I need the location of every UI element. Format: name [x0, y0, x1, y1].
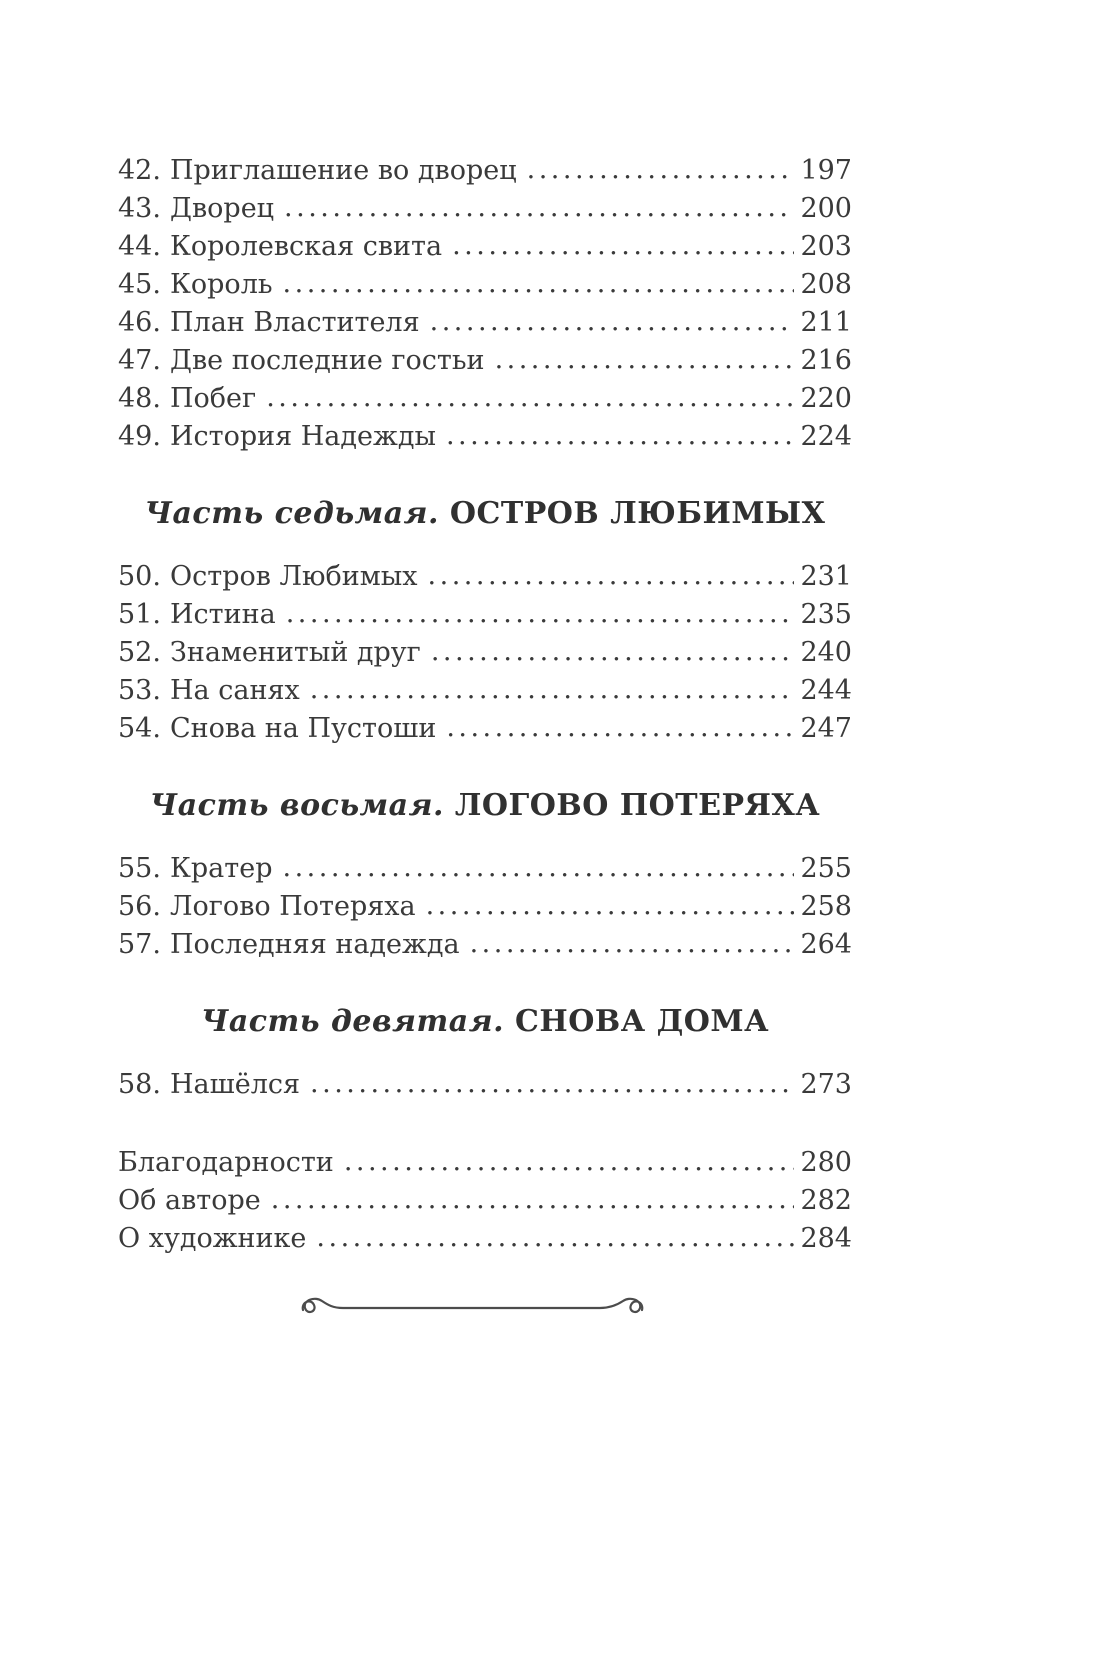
chapter-title: Остров Любимых: [170, 561, 418, 592]
page-number: 264: [800, 929, 852, 960]
toc-entry: [118, 888, 852, 926]
chapter-title: Благодарности: [118, 1147, 334, 1178]
chapter-number: 47.: [118, 345, 161, 376]
toc-entry: [118, 190, 852, 228]
page-number: 216: [800, 345, 852, 376]
page-number: 258: [800, 891, 852, 922]
page-number: 255: [800, 853, 852, 884]
page-number: 231: [800, 561, 852, 592]
chapter-number: 55.: [118, 853, 161, 884]
dot-leader: [428, 557, 795, 595]
chapter-title: На санях: [170, 675, 300, 706]
toc-entry: [118, 926, 852, 964]
chapter-number: 48.: [118, 383, 161, 414]
chapter-title: Истина: [170, 599, 276, 630]
toc-entry: [118, 228, 852, 266]
page-number: 282: [800, 1185, 852, 1216]
dot-leader: [446, 417, 795, 455]
chapter-title: Дворец: [170, 193, 275, 224]
toc-entry: [118, 342, 852, 380]
dot-leader: [310, 1065, 794, 1103]
part-title: СНОВА ДОМА: [515, 1004, 770, 1039]
chapter-title: Побег: [170, 383, 257, 414]
toc-entry: [118, 1066, 852, 1104]
chapter-title: История Надежды: [170, 421, 436, 452]
page-number: 208: [800, 269, 852, 300]
flourish-divider-icon: [295, 1288, 675, 1328]
chapter-number: 56.: [118, 891, 161, 922]
chapter-group: [118, 1066, 852, 1104]
part-title: ОСТРОВ ЛЮБИМЫХ: [449, 496, 826, 531]
dot-leader: [284, 189, 794, 227]
chapter-title: Король: [170, 269, 273, 300]
page-number: 240: [800, 637, 852, 668]
chapter-title: Последняя надежда: [170, 929, 460, 960]
dot-leader: [426, 887, 795, 925]
dot-leader: [286, 595, 795, 633]
chapter-number: 43.: [118, 193, 161, 224]
toc-entry: [118, 1144, 852, 1182]
chapter-number: 46.: [118, 307, 161, 338]
chapter-number: 52.: [118, 637, 161, 668]
chapter-number: 44.: [118, 231, 161, 262]
page-number: 273: [800, 1069, 852, 1100]
chapter-title: Приглашение во дворец: [170, 155, 517, 186]
flourish-squiggle: [118, 1288, 852, 1332]
page-number: 203: [800, 231, 852, 262]
toc-entry: [118, 558, 852, 596]
toc-entry: [118, 710, 852, 748]
toc-entry: [118, 418, 852, 456]
dot-leader: [316, 1219, 794, 1257]
page-number: 220: [800, 383, 852, 414]
chapter-number: 54.: [118, 713, 161, 744]
toc-entry: [118, 1182, 852, 1220]
toc-entry: [118, 380, 852, 418]
page-number: 284: [800, 1223, 852, 1254]
chapter-title: Кратер: [170, 853, 273, 884]
page-number: 197: [800, 155, 852, 186]
chapter-title: Знаменитый друг: [170, 637, 421, 668]
toc-entry: [118, 1220, 852, 1258]
chapter-title: Об авторе: [118, 1185, 261, 1216]
chapter-number: 58.: [118, 1069, 161, 1100]
part-heading: [118, 1002, 852, 1042]
page-number: 244: [800, 675, 852, 706]
dot-leader: [431, 633, 795, 671]
toc-entry: [118, 596, 852, 634]
toc-entry: [118, 304, 852, 342]
part-label: Часть восьмая.: [149, 788, 455, 823]
chapter-group: [118, 850, 852, 964]
toc-content: [118, 152, 852, 1332]
dot-leader: [310, 671, 795, 709]
dot-leader: [282, 849, 794, 887]
chapter-title: План Властителя: [170, 307, 420, 338]
page-number: 247: [800, 713, 852, 744]
dot-leader: [430, 303, 795, 341]
page-number: 200: [800, 193, 852, 224]
page-number: 235: [800, 599, 852, 630]
dot-leader: [446, 709, 794, 747]
dot-leader: [271, 1181, 795, 1219]
chapter-title: Снова на Пустоши: [170, 713, 437, 744]
chapter-number: 51.: [118, 599, 161, 630]
toc-entry: [118, 152, 852, 190]
chapter-number: 49.: [118, 421, 161, 452]
chapter-title: Две последние гостьи: [170, 345, 485, 376]
chapter-number: 53.: [118, 675, 161, 706]
toc-entry: [118, 850, 852, 888]
chapter-number: 45.: [118, 269, 161, 300]
toc-entry: [118, 266, 852, 304]
dot-leader: [266, 379, 794, 417]
dot-leader: [527, 151, 795, 189]
chapter-number: 57.: [118, 929, 161, 960]
part-label: Часть девятая.: [200, 1004, 515, 1039]
part-heading: [118, 786, 852, 826]
chapter-title: Логово Потеряха: [170, 891, 416, 922]
page-number: 211: [800, 307, 852, 338]
dot-leader: [470, 925, 795, 963]
chapter-number: 42.: [118, 155, 161, 186]
chapter-group: [118, 558, 852, 748]
toc-entry: [118, 672, 852, 710]
dot-leader: [283, 265, 795, 303]
page-number: 280: [800, 1147, 852, 1178]
chapter-title: Королевская свита: [170, 231, 443, 262]
part-label: Часть седьмая.: [144, 496, 450, 531]
part-heading: [118, 494, 852, 534]
dot-leader: [452, 227, 794, 265]
page-number: 224: [800, 421, 852, 452]
chapter-title: О художнике: [118, 1223, 307, 1254]
chapter-title: Нашёлся: [170, 1069, 301, 1100]
chapter-number: 50.: [118, 561, 161, 592]
dot-leader: [344, 1143, 795, 1181]
chapter-group: [118, 152, 852, 456]
part-title: ЛОГОВО ПОТЕРЯХА: [454, 788, 821, 823]
dot-leader: [495, 341, 795, 379]
back-matter-group: [118, 1144, 852, 1258]
toc-entry: [118, 634, 852, 672]
